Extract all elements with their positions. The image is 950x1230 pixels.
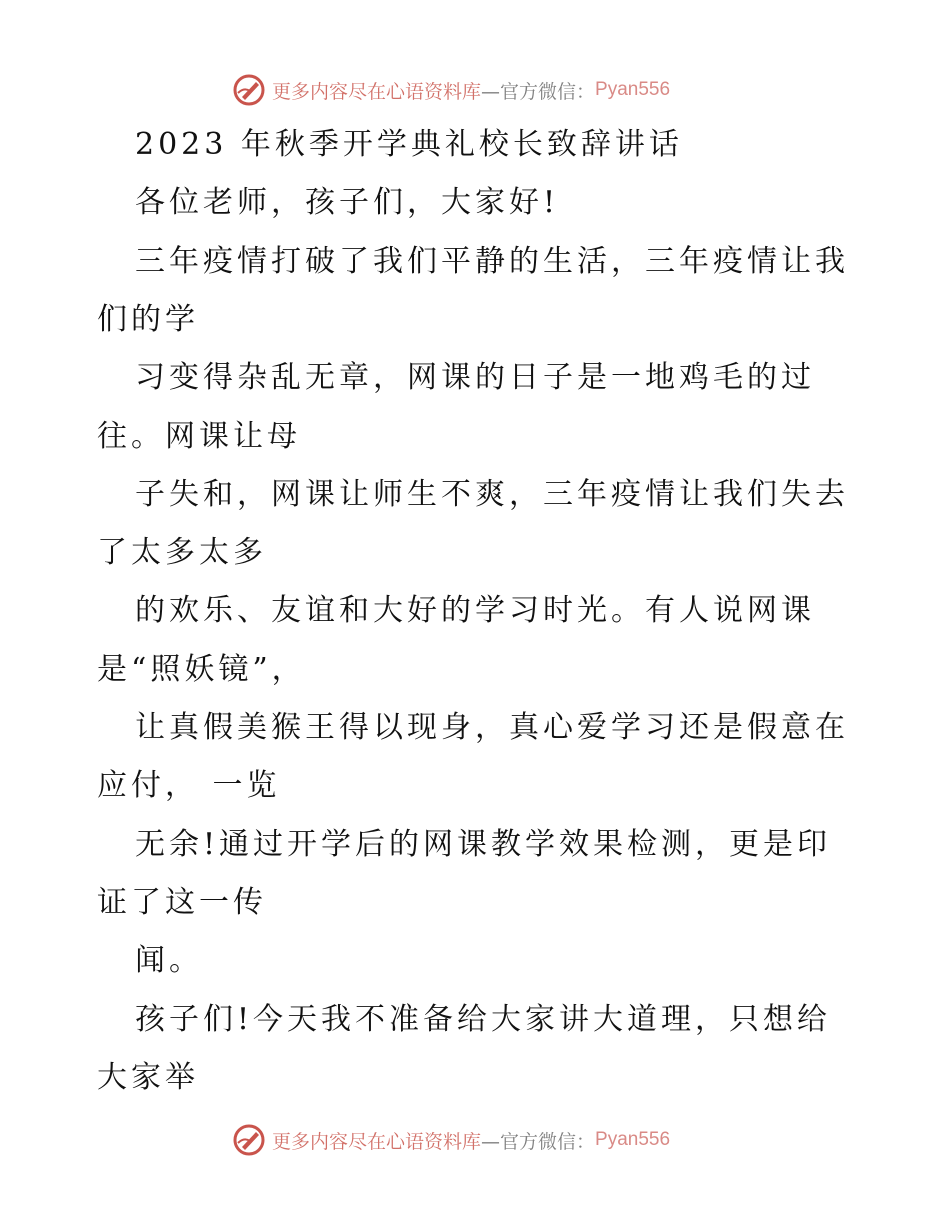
watermark-wechat-label: —官方微信： (481, 80, 596, 103)
pen-logo-icon (232, 73, 266, 107)
text-line: 子失和，网课让师生不爽，三年疫情让我们失去 (135, 476, 849, 512)
document-title: 2023 年秋季开学典礼校长致辞讲话 (135, 127, 683, 162)
text-line: 了太多太多 (97, 535, 267, 571)
text-line: 大家举 (97, 1059, 199, 1095)
watermark-wechat-label: —官方微信： (481, 1130, 596, 1153)
footer-watermark (232, 1122, 670, 1158)
text-line: 往。网课让母 (97, 418, 301, 454)
header-watermark (232, 72, 670, 108)
text-line: 闻。 (135, 943, 203, 979)
text-line: 孩子们!今天我不准备给大家讲大道理，只想给 (135, 1001, 832, 1037)
text-line: 是“照妖镜”， (97, 651, 306, 687)
text-line: 无余!通过开学后的网课教学效果检测，更是印 (135, 826, 832, 862)
text-line: 三年疫情打破了我们平静的生活，三年疫情让我 (135, 243, 849, 279)
watermark-wechat-id: Pyan556 (595, 1129, 671, 1150)
pen-logo-icon (232, 1123, 266, 1157)
text-line: 各位老师，孩子们，大家好! (135, 185, 560, 221)
text-line: 应付， 一览 (97, 768, 281, 804)
text-line: 习变得杂乱无章，网课的日子是一地鸡毛的过 (135, 360, 815, 396)
text-line: 们的学 (97, 301, 199, 337)
text-line: 的欢乐、友谊和大好的学习时光。有人说网课 (135, 593, 815, 629)
watermark-wechat-id: Pyan556 (595, 79, 671, 100)
text-line: 让真假美猴王得以现身，真心爱学习还是假意在 (135, 710, 849, 745)
text-line: 证了这一传 (97, 884, 267, 920)
watermark-text: 更多内容尽在心语资料库 (272, 1130, 482, 1153)
watermark-text: 更多内容尽在心语资料库 (272, 80, 482, 103)
